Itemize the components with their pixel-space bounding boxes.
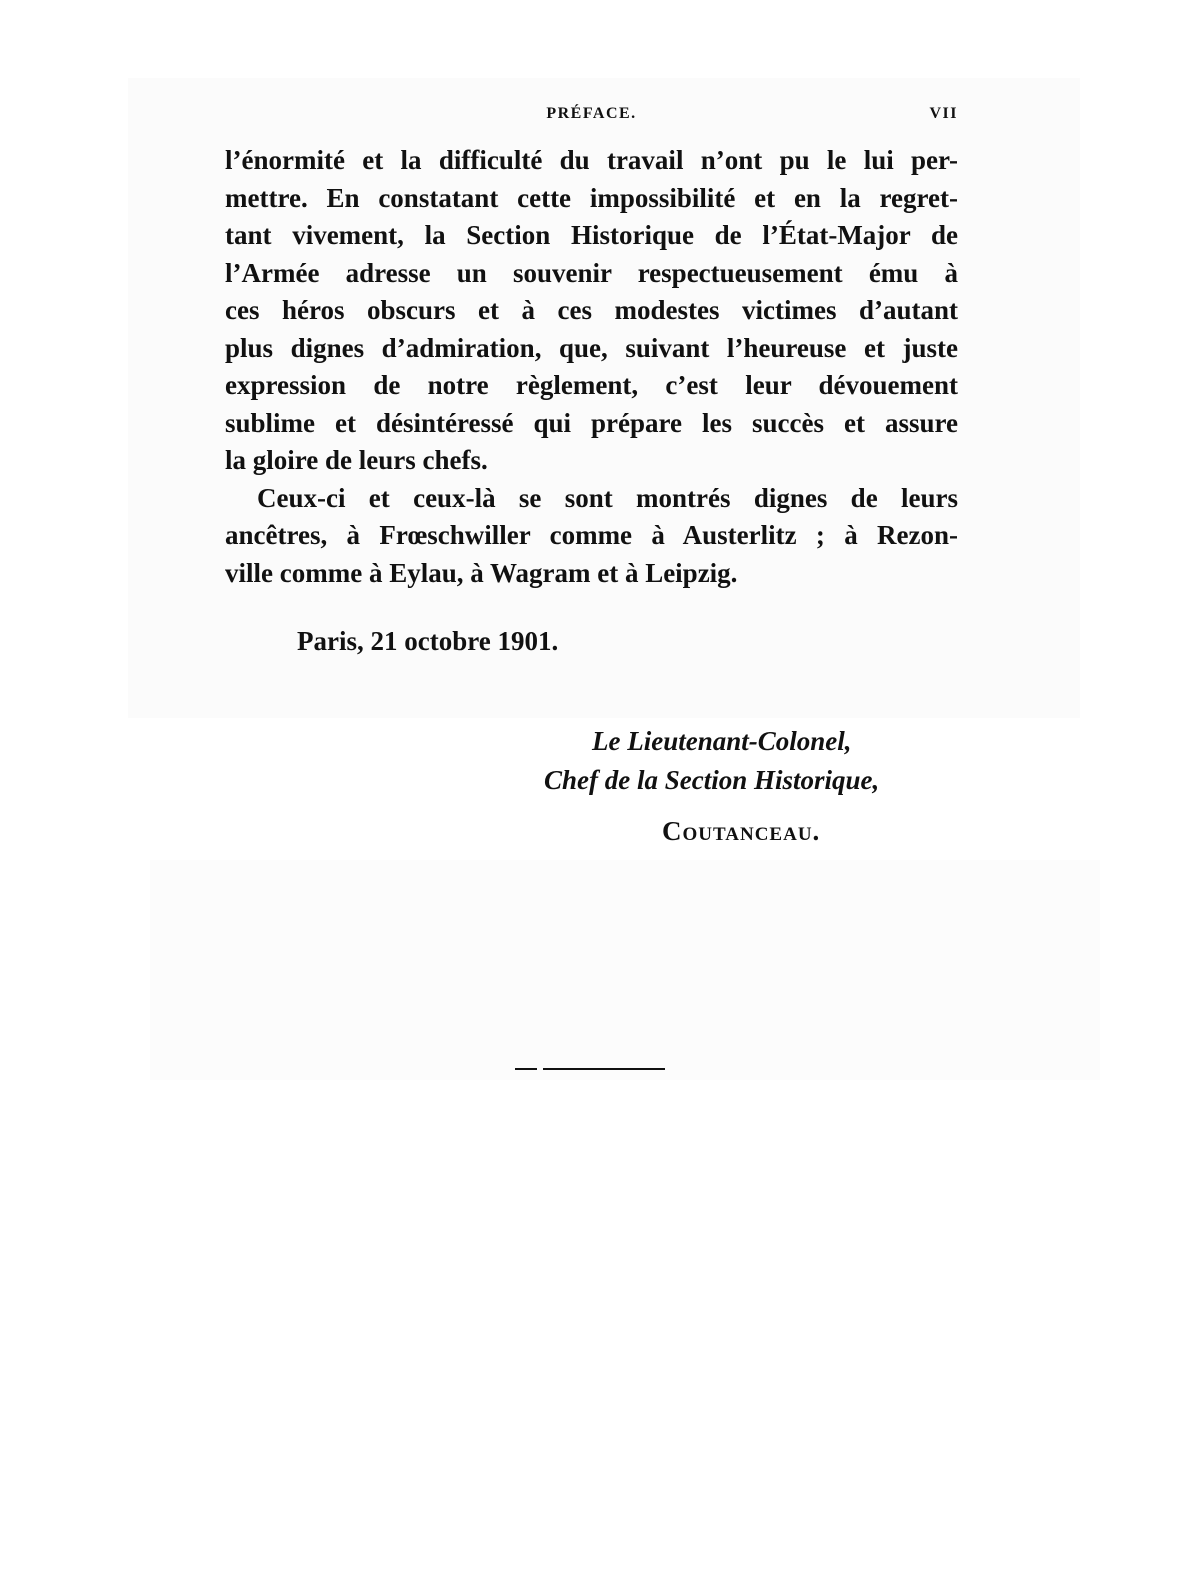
text-line: ville comme à Eylau, à Wagram et à Leipzig. bbox=[225, 557, 738, 588]
text-line: sublime et désintéressé qui prépare les succès et assure bbox=[225, 407, 958, 438]
signature-title: Le Lieutenant-Colonel, bbox=[592, 726, 852, 756]
text-line: l’énormité et la difficulté du travail n’ont pu le lui per- bbox=[225, 145, 958, 175]
signature-name: Coutanceau. bbox=[662, 816, 821, 846]
page-number: VII bbox=[929, 105, 958, 122]
text-line: expression de notre règlement, c’est leur dévouement bbox=[225, 370, 958, 400]
page-header bbox=[225, 105, 958, 129]
scan-shading-lower bbox=[150, 860, 1100, 1080]
signature-office: Chef de la Section Historique, bbox=[544, 765, 880, 795]
preface-body bbox=[225, 142, 958, 592]
text-line: plus dignes d’admiration, que, suivant l’heureuse et juste bbox=[225, 332, 958, 363]
signature-block bbox=[520, 722, 940, 851]
end-rule-long-segment bbox=[543, 1068, 665, 1070]
dateline: Paris, 21 octobre 1901. bbox=[297, 626, 559, 656]
end-rule bbox=[515, 1068, 665, 1072]
end-rule-short-segment bbox=[515, 1068, 537, 1070]
text-line: tant vivement, la Section Historique de l’État-Major de bbox=[225, 220, 958, 250]
running-head: PRÉFACE. bbox=[546, 105, 637, 122]
text-line: Ceux-ci et ceux-là se sont montrés dignes de leurs bbox=[257, 482, 958, 513]
text-line: ancêtres, à Frœschwiller comme à Austerlitz ; à Rezon- bbox=[225, 520, 958, 550]
text-line: la gloire de leurs chefs. bbox=[225, 445, 488, 475]
text-line: ces héros obscurs et à ces modestes victimes d’autant bbox=[225, 295, 958, 325]
text-line: l’Armée adresse un souvenir respectueusement ému à bbox=[225, 257, 958, 288]
text-line: mettre. En constatant cette impossibilité et en la regret- bbox=[225, 182, 958, 213]
